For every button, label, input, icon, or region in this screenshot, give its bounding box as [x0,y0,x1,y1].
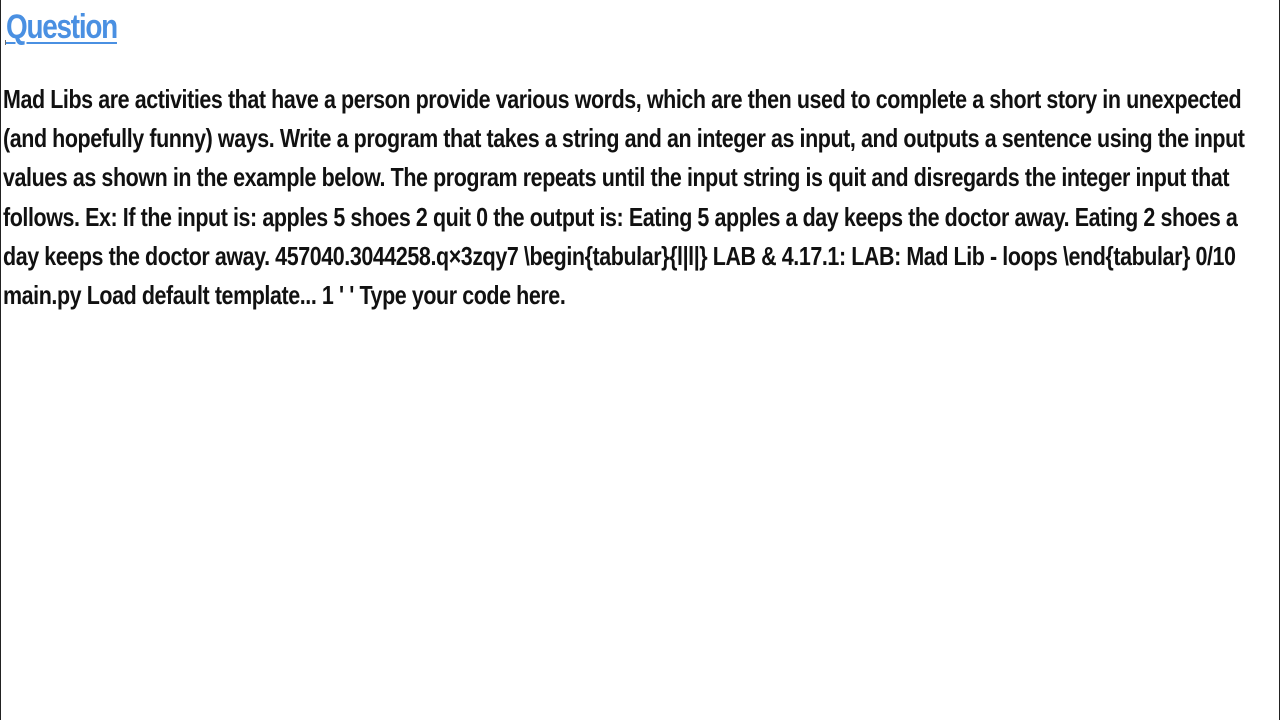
question-title: Question [6,8,117,46]
cursor-mark [5,40,6,45]
document-page [1,0,1279,720]
question-body: Mad Libs are activities that have a person provide various words, which are then used to complete a short story in unexpected (and hopefully funny) ways. Write a program that takes a string and an integer as input, and outputs a sentence using the input values as shown in the example below. The program repeats until the input string is quit and disregards the integer input that follows. Ex: If the input is: apples 5 shoes 2 quit 0 the output is: Eating 5 apples a day keeps the doctor away. Eating 2 shoes a day keeps the doctor away. 457040.3044258.q×3zqy7 \begin{tabular}{l|l|} LAB & 4.17.1: LAB: Mad Lib - loops \end{tabular} 0/10 main.py Load default template... 1 ' ' Type your code here. [3,84,1245,311]
